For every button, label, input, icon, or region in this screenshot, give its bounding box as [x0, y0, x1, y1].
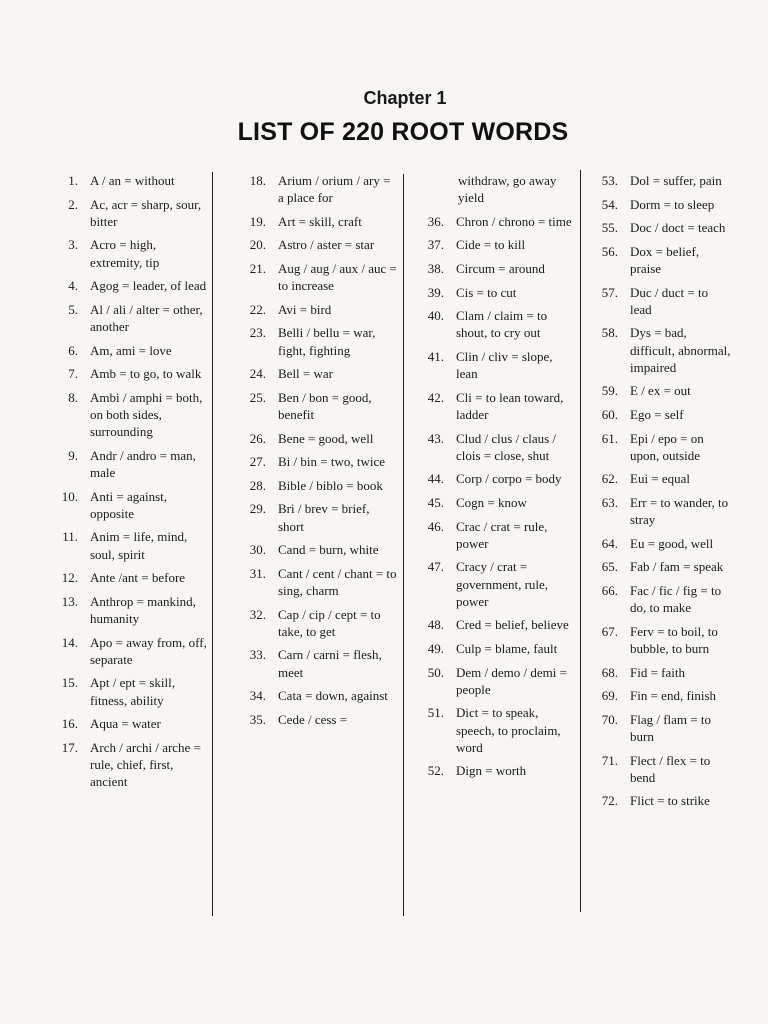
root-word-entry	[226, 430, 398, 447]
entry-definition: Cred = belief, believe	[456, 617, 569, 633]
root-word-entry	[582, 172, 732, 189]
entry-definition: Acro = high, extremity, tip	[90, 237, 160, 270]
entry-definition: Cogn = know	[456, 494, 527, 510]
entry-definition: Am, ami = love	[90, 342, 172, 358]
root-word-entry	[404, 664, 576, 698]
entry-definition: A / an = without	[90, 173, 175, 188]
root-word-entry	[582, 792, 732, 809]
entry-definition: Arium / orium / ary = a place for	[278, 173, 391, 206]
entry-number: 49.	[427, 640, 444, 656]
entry-number: 14.	[61, 634, 78, 650]
entry-definition: Cede / cess =	[278, 711, 348, 727]
entry-number: 29.	[249, 501, 266, 517]
entry-number: 6.	[68, 342, 78, 358]
root-word-entry	[582, 196, 732, 213]
entry-continuation: withdraw, go away yield	[458, 173, 557, 206]
root-word-entry	[48, 447, 208, 481]
entry-number: 61.	[601, 430, 618, 446]
entry-definition: Eu = good, well	[630, 535, 714, 551]
root-word-entry	[48, 739, 208, 791]
entry-number: 39.	[427, 284, 444, 300]
entry-number: 12.	[61, 570, 78, 586]
root-word-entry	[582, 324, 732, 376]
entry-definition: Dign = worth	[456, 763, 527, 779]
entry-definition: Agog = leader, of lead	[90, 278, 207, 294]
entry-number: 45.	[427, 494, 444, 510]
root-word-entry	[404, 284, 576, 301]
entry-number: 3.	[68, 237, 78, 253]
root-word-entry	[582, 494, 732, 528]
entry-definition: Arch / archi / arche = rule, chief, first, ancient	[90, 739, 201, 790]
entry-definition: Astro / aster = star	[278, 237, 375, 253]
column-divider-3	[580, 170, 581, 912]
entry-number: 25.	[249, 389, 266, 405]
entry-number: 48.	[427, 617, 444, 633]
entry-number: 67.	[601, 623, 618, 639]
entry-definition: Epi / epo = on upon, outside	[630, 430, 704, 463]
entry-number: 37.	[427, 237, 444, 253]
entry-number: 38.	[427, 260, 444, 276]
root-word-entry	[582, 406, 732, 423]
root-word-entry	[582, 558, 732, 575]
root-word-entry	[48, 528, 208, 562]
root-word-column-3	[404, 172, 576, 786]
entry-definition: Ego = self	[630, 406, 684, 422]
entry-number: 7.	[68, 366, 78, 382]
entry-number: 35.	[249, 711, 266, 727]
root-word-entry	[226, 500, 398, 534]
entry-definition: Ben / bon = good, benefit	[278, 389, 372, 422]
entry-definition: Fab / fam = speak	[630, 559, 724, 575]
entry-number: 64.	[601, 535, 618, 551]
entry-definition: Cis = to cut	[456, 284, 517, 300]
entry-definition: Avi = bird	[278, 301, 332, 317]
entry-number: 65.	[601, 559, 618, 575]
entry-definition: Fid = faith	[630, 664, 685, 680]
entry-definition: Art = skill, craft	[278, 213, 362, 229]
root-word-entry	[404, 348, 576, 382]
chapter-heading: Chapter 1	[363, 88, 447, 108]
entry-definition: Crac / crat = rule, power	[456, 518, 548, 551]
entry-definition: Cand = burn, white	[278, 542, 379, 558]
root-word-entry	[48, 196, 208, 230]
root-word-entry	[404, 762, 576, 779]
entry-number: 50.	[427, 664, 444, 680]
entry-definition: Bene = good, well	[278, 430, 374, 446]
root-word-entry	[226, 365, 398, 382]
entry-number: 17.	[61, 739, 78, 755]
root-word-entry	[582, 664, 732, 681]
root-word-entry	[226, 324, 398, 358]
entry-definition: Dict = to speak, speech, to proclaim, word	[456, 705, 561, 755]
entry-definition: Amb = to go, to walk	[90, 366, 202, 382]
entry-number: 57.	[601, 284, 618, 300]
root-word-entry	[226, 606, 398, 640]
root-word-entry	[226, 213, 398, 230]
entry-definition: Cant / cent / chant = to sing, charm	[278, 565, 397, 598]
entry-definition: Doc / doct = teach	[630, 220, 726, 236]
entry-number: 43.	[427, 430, 444, 446]
entry-definition: Aug / aug / aux / auc = to increase	[278, 260, 397, 294]
root-word-entry	[404, 307, 576, 341]
root-word-entry	[48, 172, 208, 189]
entry-number: 9.	[68, 447, 78, 463]
entry-definition: Bible / biblo = book	[278, 477, 383, 493]
root-word-entry	[226, 541, 398, 558]
entry-number: 47.	[427, 559, 444, 575]
entry-definition: Apo = away from, off, separate	[90, 634, 207, 667]
root-word-entry	[226, 172, 398, 206]
root-word-entry	[226, 687, 398, 704]
entry-definition: Cide = to kill	[456, 237, 526, 253]
entry-definition: Belli / bellu = war, fight, fighting	[278, 325, 376, 358]
root-word-entry	[226, 389, 398, 423]
root-word-entry	[226, 260, 398, 294]
entry-number: 36.	[427, 213, 444, 229]
root-word-entry	[404, 518, 576, 552]
entry-number: 32.	[249, 606, 266, 622]
root-word-entry	[226, 711, 398, 728]
entry-number: 56.	[601, 243, 618, 259]
entry-number: 13.	[61, 593, 78, 609]
entry-definition: Cracy / crat = government, rule, power	[456, 559, 549, 609]
root-word-entry	[404, 389, 576, 423]
entry-definition: Fac / fic / fig = to do, to make	[630, 582, 722, 616]
root-word-entry	[582, 535, 732, 552]
entry-definition: Bi / bin = two, twice	[278, 454, 385, 470]
root-word-entry	[226, 646, 398, 680]
entry-definition: Cli = to lean toward, ladder	[456, 389, 564, 422]
entry-definition: Flect / flex = to bend	[630, 752, 711, 785]
root-word-entry	[404, 260, 576, 277]
entry-number: 69.	[601, 688, 618, 704]
entry-definition: Chron / chrono = time	[456, 213, 572, 229]
entry-definition: Ferv = to boil, to bubble, to burn	[630, 623, 718, 656]
entry-number: 54.	[601, 196, 618, 212]
entry-number: 31.	[249, 565, 266, 581]
entry-number: 15.	[61, 675, 78, 691]
entry-number: 2.	[68, 196, 78, 212]
root-word-entry	[582, 382, 732, 399]
root-word-entry	[48, 634, 208, 668]
root-word-entry	[582, 430, 732, 464]
entry-number: 21.	[249, 260, 266, 276]
entry-number: 33.	[249, 647, 266, 663]
entry-number: 44.	[427, 471, 444, 487]
entry-definition: Anthrop = mankind, humanity	[90, 593, 196, 626]
entry-number: 40.	[427, 308, 444, 324]
entry-number: 55.	[601, 220, 618, 236]
root-word-entry	[404, 470, 576, 487]
page-title: LIST OF 220 ROOT WORDS	[237, 118, 569, 146]
root-word-entry	[582, 623, 732, 657]
root-word-entry	[48, 715, 208, 732]
entry-number: 71.	[601, 752, 618, 768]
entry-definition: Dem / demo / demi = people	[456, 664, 567, 697]
entry-number: 70.	[601, 711, 618, 727]
entry-number: 26.	[249, 430, 266, 446]
root-word-entry	[226, 453, 398, 470]
root-word-entry	[582, 711, 732, 745]
entry-definition: Aqua = water	[90, 716, 161, 732]
root-word-entry	[582, 687, 732, 704]
entry-definition: Clam / claim = to shout, to cry out	[456, 308, 548, 341]
entry-definition: Apt / ept = skill, fitness, ability	[90, 675, 175, 708]
entry-definition: Ac, acr = sharp, sour, bitter	[90, 196, 202, 229]
entry-number: 8.	[68, 389, 78, 405]
entry-number: 18.	[249, 173, 266, 188]
entry-definition: Ambi / amphi = both, on both sides, surrounding	[90, 389, 203, 440]
entry-definition: Cap / cip / cept = to take, to get	[278, 606, 381, 639]
entry-definition: Flag / flam = to burn	[630, 711, 711, 744]
root-word-entry	[226, 477, 398, 494]
entry-number: 42.	[427, 389, 444, 405]
root-word-entry	[582, 582, 732, 616]
entry-number: 23.	[249, 325, 266, 341]
entry-number: 34.	[249, 688, 266, 704]
entry-definition: Corp / corpo = body	[456, 471, 562, 487]
root-word-column-1	[48, 172, 208, 797]
entry-definition: Fin = end, finish	[630, 688, 717, 704]
root-word-entry	[48, 569, 208, 586]
entry-definition: Clin / cliv = slope, lean	[456, 348, 553, 382]
entry-number: 51.	[427, 705, 444, 721]
entry-definition: Err = to wander, to stray	[630, 494, 729, 528]
entry-definition: Eui = equal	[630, 471, 691, 487]
entry-number: 5.	[68, 301, 78, 317]
root-word-entry	[404, 704, 576, 756]
root-word-entry	[48, 301, 208, 335]
entry-number: 68.	[601, 664, 618, 680]
root-word-entry	[226, 301, 398, 318]
root-word-column-2	[226, 172, 398, 734]
entry-definition: Al / ali / alter = other, another	[90, 301, 203, 334]
root-word-entry	[48, 365, 208, 382]
entry-number: 53.	[601, 173, 618, 188]
entry-number: 46.	[427, 518, 444, 534]
root-word-entry	[48, 236, 208, 270]
root-word-entry	[404, 236, 576, 253]
entry-number: 4.	[68, 278, 78, 294]
root-word-entry	[404, 494, 576, 511]
entry-definition: E / ex = out	[630, 383, 691, 399]
entry-definition: Flict = to strike	[630, 793, 710, 809]
entry-number: 59.	[601, 383, 618, 399]
entry-number: 1.	[68, 173, 78, 188]
entry-definition: Cata = down, against	[278, 688, 388, 704]
entry-number: 41.	[427, 348, 444, 364]
root-word-entry	[404, 213, 576, 230]
root-word-column-4	[582, 172, 732, 816]
entry-definition: Circum = around	[456, 260, 545, 276]
root-word-entry	[226, 236, 398, 253]
entry-number: 22.	[249, 301, 266, 317]
entry-number: 16.	[61, 716, 78, 732]
entry-definition: Clud / clus / claus / clois = close, shut	[456, 430, 557, 463]
entry-number: 63.	[601, 494, 618, 510]
root-word-entry	[404, 430, 576, 464]
root-word-entry	[48, 277, 208, 294]
root-word-entry	[582, 219, 732, 236]
root-word-entry	[404, 558, 576, 610]
root-word-entry	[48, 389, 208, 441]
entry-number: 11.	[62, 529, 78, 545]
entry-definition: Dox = belief, praise	[630, 243, 700, 276]
root-word-entry	[48, 488, 208, 522]
entry-definition: Dol = suffer, pain	[630, 173, 722, 188]
entry-number: 72.	[601, 793, 618, 809]
entry-number: 24.	[249, 366, 266, 382]
entry-definition: Andr / andro = man, male	[90, 447, 196, 480]
entry-number: 20.	[249, 237, 266, 253]
root-word-entry	[404, 640, 576, 657]
entry-number: 19.	[249, 213, 266, 229]
entry-definition: Carn / carni = flesh, meet	[278, 647, 382, 680]
root-word-entry	[48, 342, 208, 359]
root-word-entry	[582, 284, 732, 318]
entry-definition: Bell = war	[278, 366, 333, 382]
entry-number: 60.	[601, 406, 618, 422]
entry-number: 58.	[601, 325, 618, 341]
root-word-entry	[48, 593, 208, 627]
entry-number: 10.	[61, 488, 78, 504]
entry-definition: Bri / brev = brief, short	[278, 501, 370, 534]
root-word-entry	[582, 752, 732, 786]
entry-number: 62.	[601, 471, 618, 487]
entry-definition: Dys = bad, difficult, abnormal, impaired	[630, 325, 731, 375]
entry-definition: Anim = life, mind, soul, spirit	[90, 529, 188, 562]
entry-definition: Anti = against, opposite	[90, 488, 168, 521]
column-divider-1	[212, 172, 213, 916]
root-word-entry	[582, 243, 732, 277]
entry-number: 27.	[249, 454, 266, 470]
root-word-entry	[404, 616, 576, 633]
entry-number: 66.	[601, 582, 618, 598]
entry-definition: Duc / duct = to lead	[630, 284, 709, 317]
root-word-entry	[582, 470, 732, 487]
entry-definition: Culp = blame, fault	[456, 640, 558, 656]
entry-number: 28.	[249, 477, 266, 493]
root-word-entry	[226, 565, 398, 599]
entry-number: 30.	[249, 542, 266, 558]
entry-definition: Dorm = to sleep	[630, 196, 715, 212]
root-word-entry	[48, 674, 208, 708]
entry-number: 52.	[427, 763, 444, 779]
entry-definition: Ante /ant = before	[90, 570, 186, 586]
